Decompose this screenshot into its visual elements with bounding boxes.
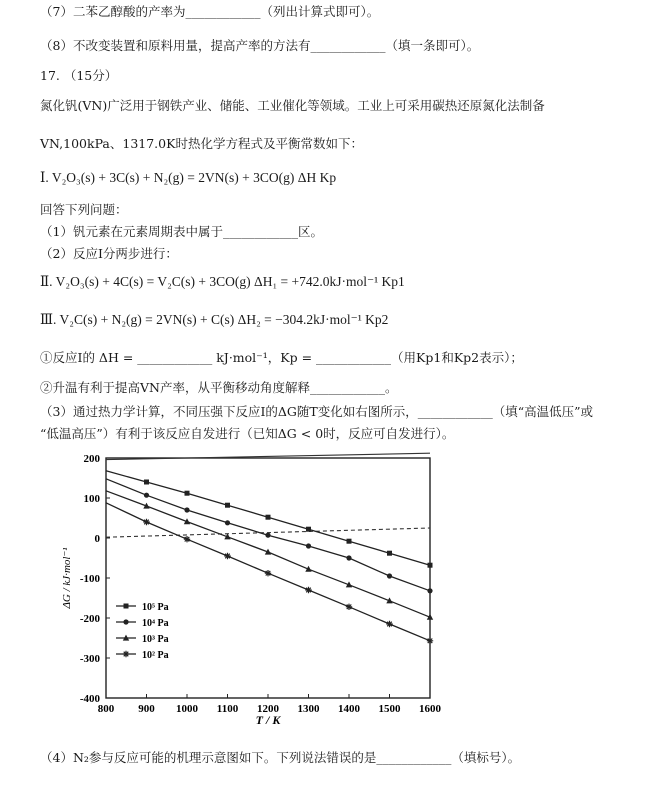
data-point-square — [428, 563, 433, 568]
y-tick-label: 200 — [83, 453, 100, 465]
x-tick-label: 1600 — [419, 703, 441, 715]
x-tick-label: 1400 — [338, 703, 360, 715]
problem-17-header: 17. （15分） — [40, 68, 118, 83]
data-point-circle — [144, 493, 149, 498]
data-point-star — [305, 587, 311, 593]
subquestion-1: （1）钒元素在元素周期表中属于____________区。 — [40, 224, 323, 239]
data-point-square — [225, 503, 230, 508]
plot-frame — [106, 458, 430, 698]
y-tick-label: -300 — [79, 653, 100, 665]
data-point-square — [144, 480, 149, 485]
data-point-star — [143, 519, 149, 525]
equation-2: Ⅱ. V₂O₃(s) + 4C(s) = V₂C(s) + 3CO(g) ΔH₁ = +742.0kJ·mol⁻¹ Kp1 — [40, 274, 405, 289]
x-tick-label: 1000 — [176, 703, 198, 715]
x-tick-label: 1100 — [216, 703, 239, 715]
data-point-circle — [225, 520, 230, 525]
legend-entry: 10⁴ Pa — [142, 618, 169, 629]
equation-1: Ⅰ. V₂O₃(s) + 3C(s) + N₂(g) = 2VN(s) + 3CO(g) ΔH Kp — [40, 170, 337, 185]
data-point-star — [123, 651, 129, 657]
problem-intro: 氮化钒(VN)广泛用于钢铁产业、储能、工业催化等领域。工业上可采用碳热还原氮化法制备 — [40, 98, 545, 113]
y-tick-label: -200 — [79, 613, 100, 625]
data-point-square — [185, 491, 190, 496]
data-point-star — [386, 621, 392, 627]
question-8: （8）不改变装置和原料用量，提高产率的方法有____________（填一条即可）。 — [40, 38, 480, 53]
equation-3: Ⅲ. V₂C(s) + N₂(g) = 2VN(s) + C(s) ΔH₂ = −304.2kJ·mol⁻¹ Kp2 — [40, 312, 389, 327]
data-point-star — [346, 604, 352, 610]
data-point-star — [224, 553, 230, 559]
delta-g-vs-temperature-chart — [56, 448, 456, 726]
subquestion-2-part-1: ①反应Ⅰ的 ΔH = ____________ kJ·mol⁻¹，Kp = ____________（用Kp1和Kp2表示）； — [40, 350, 523, 365]
y-tick-label: 100 — [83, 493, 100, 505]
data-point-square — [306, 527, 311, 532]
legend-entry: 10² Pa — [142, 650, 169, 661]
x-tick-label: 800 — [97, 703, 115, 715]
data-point-square — [387, 551, 392, 556]
data-point-circle — [123, 619, 128, 624]
y-tick-label: -100 — [79, 573, 100, 585]
y-tick-label: 0 — [94, 533, 100, 545]
data-point-circle — [346, 555, 351, 560]
x-tick-label: 900 — [138, 703, 155, 715]
problem-conditions: VN,100kPa、1317.0K时热化学方程式及平衡常数如下： — [40, 136, 363, 151]
legend-entry: 10⁵ Pa — [142, 602, 169, 613]
data-point-circle — [387, 573, 392, 578]
subquestion-3-line-2: “低温高压”）有利于该反应自发进行（已知ΔG < 0时，反应可自发进行）。 — [40, 426, 455, 441]
x-tick-label: 1200 — [257, 703, 279, 715]
data-point-square — [266, 515, 271, 520]
subquestion-4: （4）N₂参与反应可能的机理示意图如下。下列说法错误的是____________（填标号）。 — [40, 750, 521, 765]
data-point-circle — [427, 588, 432, 593]
data-point-star — [265, 570, 271, 576]
data-point-circle — [306, 543, 311, 548]
data-point-square — [347, 539, 352, 544]
data-point-star — [427, 638, 433, 644]
y-tick-label: -400 — [79, 693, 100, 705]
data-point-circle — [184, 507, 189, 512]
subquestion-3-line-1: （3）通过热力学计算，不同压强下反应Ⅰ的ΔG随T变化如右图所示，____________（填“高温低压”或 — [40, 404, 594, 419]
answer-prompt: 回答下列问题： — [40, 202, 128, 217]
data-point-star — [184, 536, 190, 542]
y-axis-label: ΔG / kJ·mol⁻¹ — [61, 547, 73, 609]
question-7: （7）二苯乙醇酸的产率为____________（列出计算式即可）。 — [40, 4, 380, 19]
legend-entry: 10³ Pa — [142, 634, 169, 645]
x-tick-label: 1500 — [378, 703, 401, 715]
x-tick-label: 1300 — [297, 703, 320, 715]
data-point-circle — [265, 533, 270, 538]
subquestion-2: （2）反应Ⅰ分两步进行： — [40, 246, 178, 261]
data-point-square — [124, 604, 129, 609]
subquestion-2-part-2: ②升温有利于提高VN产率，从平衡移动角度解释____________。 — [40, 380, 398, 395]
x-axis-label: T / K — [255, 713, 281, 726]
